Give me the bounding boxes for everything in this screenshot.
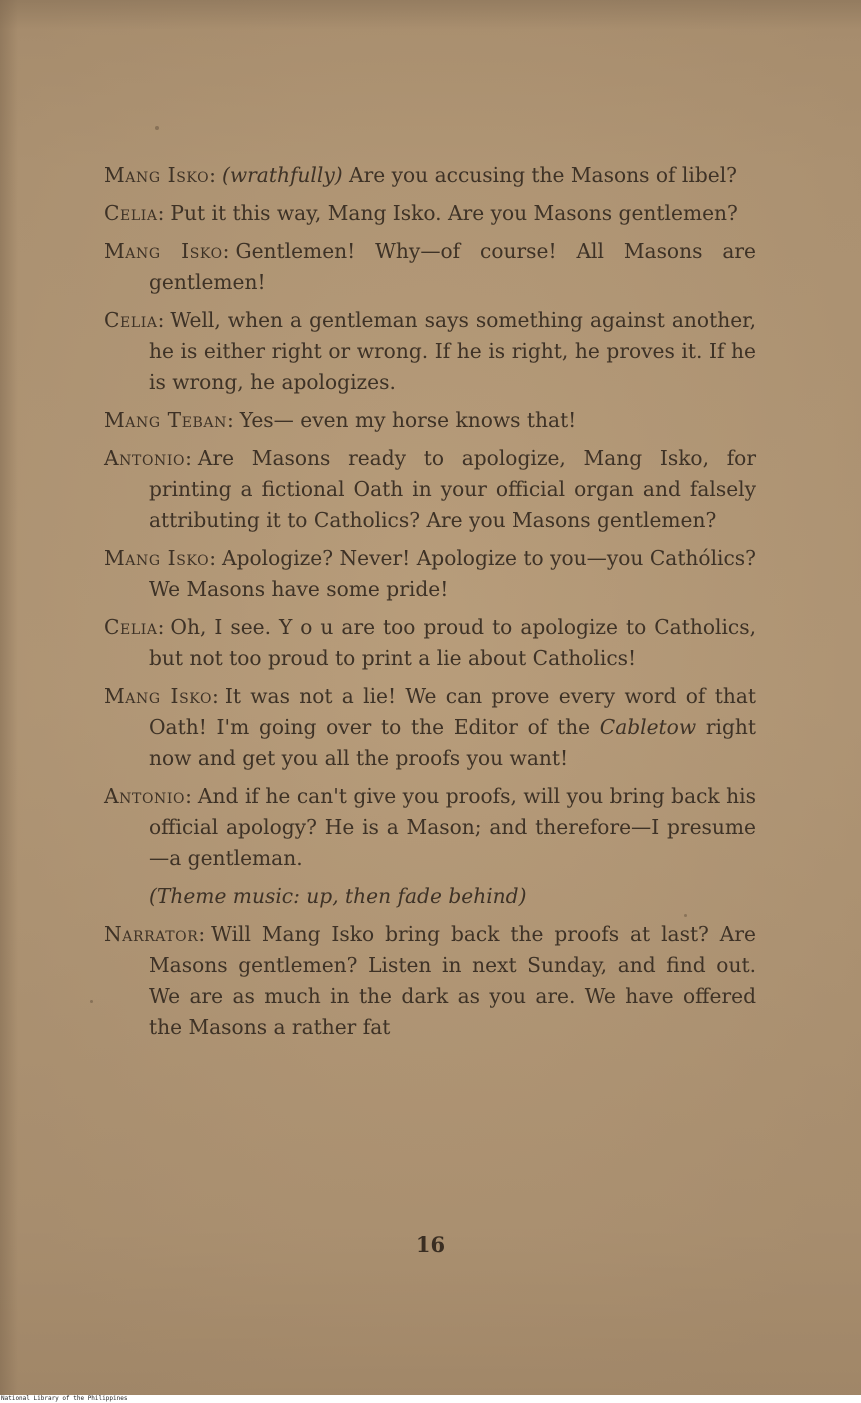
dialogue-text bbox=[104, 160, 756, 1050]
stage-open-paren: ( bbox=[149, 884, 157, 908]
speech-text: Are you accusing the Masons of libel? bbox=[342, 163, 737, 187]
speech bbox=[104, 443, 756, 536]
speech bbox=[104, 612, 756, 674]
speaker-name: Mang Isko bbox=[104, 546, 210, 570]
speaker-name: Celia bbox=[104, 201, 158, 225]
speaker-name: Celia bbox=[104, 308, 158, 332]
stage-text: up, then fade behind bbox=[306, 884, 519, 908]
speaker-name: Mang Isko bbox=[104, 684, 213, 708]
speaker-colon: : bbox=[209, 163, 216, 187]
speech-text: And if he can't give you proofs, will you bring back his official apology? He is a Mason; and therefore—I presume—a gentleman. bbox=[149, 784, 756, 870]
stage-close-paren: ) bbox=[518, 884, 527, 908]
page-top-shadow bbox=[0, 0, 861, 30]
page-number: 16 bbox=[415, 1232, 446, 1257]
speech-text: right now and get you all the proofs you want! bbox=[149, 715, 756, 770]
speaker-name: Narrator bbox=[104, 922, 199, 946]
paper-speck bbox=[155, 126, 159, 130]
italic-text: Cabletow bbox=[599, 715, 697, 739]
speech-text: Are Masons ready to apologize, Mang Isko, for printing a fictional Oath in your official organ and falsely attributing it to Catholics? Are you Masons gentlemen? bbox=[149, 446, 756, 532]
speaker-colon: : bbox=[157, 201, 165, 225]
speech bbox=[104, 405, 756, 436]
speaker-colon: : bbox=[157, 308, 165, 332]
stage-separator: : bbox=[293, 884, 307, 908]
speech bbox=[104, 236, 756, 298]
narrator-speech bbox=[104, 919, 756, 1043]
speech bbox=[104, 681, 756, 774]
speaker-colon: : bbox=[157, 615, 165, 639]
stage-label: Theme music bbox=[156, 884, 294, 908]
speaker-name: Antonio bbox=[104, 784, 186, 808]
speech-text: Put it this way, Mang Isko. Are you Masons gentlemen? bbox=[170, 201, 738, 225]
speech bbox=[104, 160, 756, 191]
speaker-name: Antonio bbox=[104, 446, 186, 470]
speech bbox=[104, 198, 756, 229]
stage-direction bbox=[149, 881, 756, 912]
speech bbox=[104, 543, 756, 605]
footer-strip bbox=[0, 1395, 861, 1403]
speech-text: Apologize? Never! Apologize to you—you Cathólics? We Masons have some pride! bbox=[149, 546, 756, 601]
speech-text: Yes— even my horse knows that! bbox=[239, 408, 577, 432]
speaker-colon: : bbox=[185, 446, 192, 470]
speaker-name: Celia bbox=[104, 615, 158, 639]
speaker-colon: : bbox=[209, 546, 217, 570]
speech-list bbox=[104, 160, 756, 874]
speaker-name: Mang Isko bbox=[104, 163, 210, 187]
library-credit: National Library of the Philippines bbox=[1, 1395, 128, 1402]
italic-text: (wrathfully) bbox=[221, 163, 343, 187]
speech-text: Oh, I see. Y o u are too proud to apologize to Catholics, but not too proud to print a lie about Catholics! bbox=[149, 615, 756, 670]
speaker-colon: : bbox=[198, 922, 206, 946]
speech-text: It was not a lie! We can prove every word of that Oath! I'm going over to the Editor of the bbox=[149, 684, 756, 739]
paper-speck bbox=[90, 1000, 93, 1003]
speaker-colon: : bbox=[185, 784, 192, 808]
speech bbox=[104, 305, 756, 398]
speech-text: Gentlemen! Why—of course! All Masons are gentlemen! bbox=[149, 239, 756, 294]
speech-text: Well, when a gentleman says something against another, he is either right or wrong. If he is right, he proves it. If he is wrong, he apologizes. bbox=[149, 308, 756, 394]
speaker-name: Mang Isko bbox=[104, 239, 223, 263]
speaker-colon: : bbox=[226, 408, 234, 432]
speech-text: Will Mang Isko bring back the proofs at last? Are Masons gentlemen? Listen in next Sunday, and find out. We are as much in the dark as you are. We have offered the Masons a rather fat bbox=[149, 922, 756, 1039]
speaker-colon: : bbox=[222, 239, 230, 263]
speaker-name: Mang Teban bbox=[104, 408, 227, 432]
speech bbox=[104, 781, 756, 874]
page-edge-shadow bbox=[0, 0, 18, 1395]
speaker-colon: : bbox=[212, 684, 219, 708]
